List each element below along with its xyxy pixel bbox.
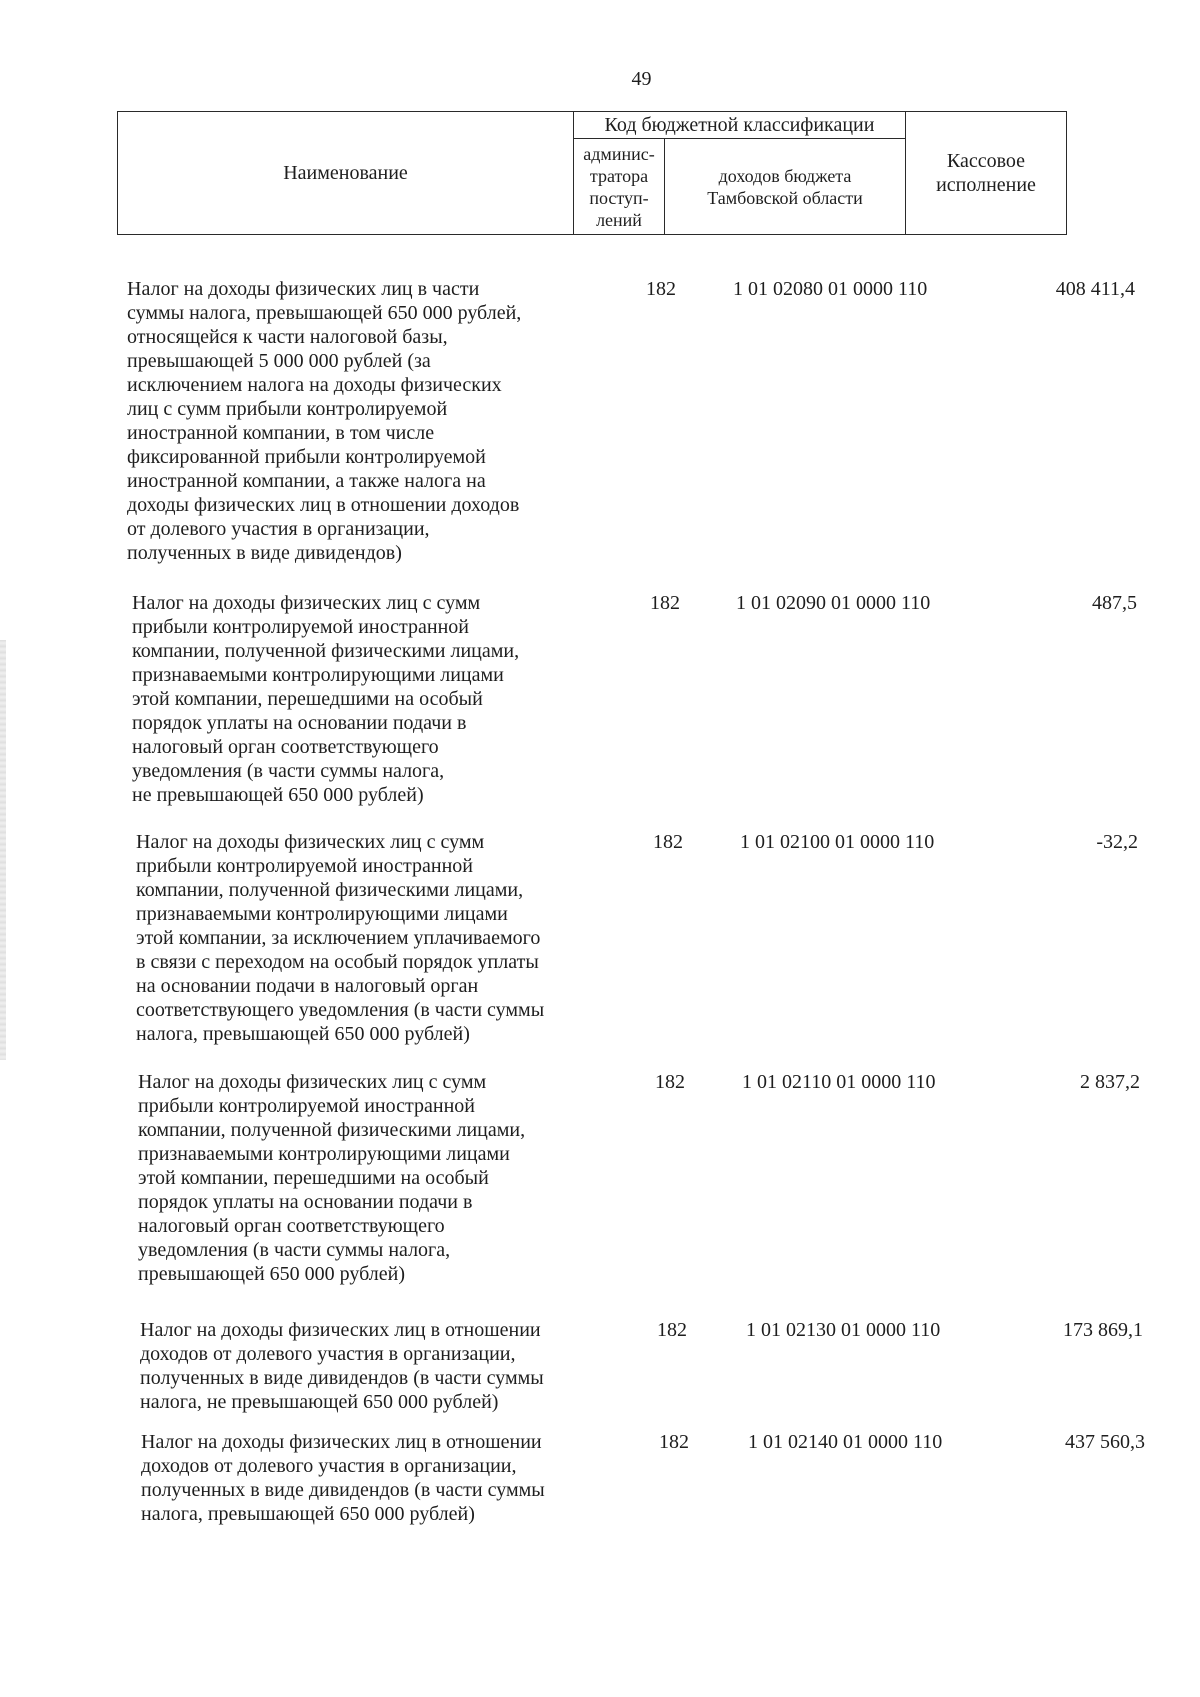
row-admin-code: 182 xyxy=(659,1431,689,1453)
row-name-line: налога, превышающей 650 000 рублей) xyxy=(141,1503,475,1525)
header-execution xyxy=(906,112,1067,235)
row-name-line: фиксированной прибыли контролируемой xyxy=(127,446,486,468)
table-header xyxy=(117,111,1067,235)
row-name-line: этой компании, перешедшими на особый xyxy=(132,688,483,710)
row-name-line: суммы налога, превышающей 650 000 рублей, xyxy=(127,302,522,324)
header-admin-line: тратора xyxy=(589,165,649,186)
row-budget-code: 1 01 02100 01 0000 110 xyxy=(740,831,935,853)
row-name xyxy=(132,591,602,807)
row-name-line: соответствующего уведомления (в части суммы xyxy=(136,999,545,1021)
row-name-line: иностранной компании, в том числе xyxy=(127,422,435,444)
row-name-line: уведомления (в части суммы налога, xyxy=(138,1239,451,1261)
row-budget-code: 1 01 02140 01 0000 110 xyxy=(748,1431,943,1453)
row-name-line: признаваемыми контролирующими лицами xyxy=(136,903,508,925)
row-name-line: иностранной компании, а также налога на xyxy=(127,470,486,492)
scan-edge-artifact xyxy=(0,640,6,1060)
row-name-line: порядок уплаты на основании подачи в xyxy=(132,712,467,734)
row-name xyxy=(127,277,597,565)
row-name-line: этой компании, перешедшими на особый xyxy=(138,1167,489,1189)
row-name-line: налога, не превышающей 650 000 рублей) xyxy=(140,1391,499,1413)
row-name-line: признаваемыми контролирующими лицами xyxy=(132,664,504,686)
row-name-line: полученных в виде дивидендов (в части суммы xyxy=(140,1367,544,1389)
row-admin-code: 182 xyxy=(655,1071,685,1093)
row-name-line: доходов от долевого участия в организации, xyxy=(141,1455,517,1477)
row-admin-code: 182 xyxy=(653,831,683,853)
row-budget-code: 1 01 02130 01 0000 110 xyxy=(746,1319,941,1341)
row-name-line: относящейся к части налоговой базы, xyxy=(127,326,448,348)
header-budget-code xyxy=(574,112,906,139)
row-name-line: компании, полученной физическими лицами, xyxy=(138,1119,526,1141)
row-name-line: Налог на доходы физических лиц в отношении xyxy=(141,1431,542,1453)
row-name xyxy=(138,1070,608,1286)
row-name-line: налоговый орган соответствующего xyxy=(138,1215,445,1237)
header-budget-code-label: Код бюджетной классификации xyxy=(604,114,875,137)
row-name-line: уведомления (в части суммы налога, xyxy=(132,760,445,782)
row-admin-code: 182 xyxy=(650,592,680,614)
row-name-line: полученных в виде дивидендов) xyxy=(127,542,402,564)
row-name-line: прибыли контролируемой иностранной xyxy=(132,616,469,638)
page-number: 49 xyxy=(631,68,652,90)
row-name-line: доходов от долевого участия в организации, xyxy=(140,1343,516,1365)
header-revenue-line: Тамбовской области xyxy=(707,187,863,208)
row-name-line: на основании подачи в налоговый орган xyxy=(136,975,479,997)
header-execution-line: исполнение xyxy=(936,174,1036,196)
row-amount: 487,5 xyxy=(1092,592,1137,614)
row-name-line: этой компании, за исключением уплачиваемого xyxy=(136,927,541,949)
row-name xyxy=(141,1430,611,1526)
row-name-line: в связи с переходом на особый порядок уплаты xyxy=(136,951,539,973)
row-budget-code: 1 01 02110 01 0000 110 xyxy=(742,1071,936,1093)
row-name-line: Налог на доходы физических лиц в части xyxy=(127,278,480,300)
row-name-line: прибыли контролируемой иностранной xyxy=(138,1095,475,1117)
header-execution-line: Кассовое xyxy=(946,150,1026,172)
row-name-line: компании, полученной физическими лицами, xyxy=(132,640,520,662)
header-name-label: Наименование xyxy=(283,162,408,184)
row-name-line: Налог на доходы физических лиц с сумм xyxy=(138,1071,487,1093)
row-name-line: порядок уплаты на основании подачи в xyxy=(138,1191,473,1213)
row-admin-code: 182 xyxy=(657,1319,687,1341)
header-admin xyxy=(574,139,665,235)
row-name-line: доходы физических лиц в отношении доходов xyxy=(127,494,520,516)
row-budget-code: 1 01 02090 01 0000 110 xyxy=(736,592,931,614)
row-amount: 173 869,1 xyxy=(1063,1319,1143,1341)
row-name-line: налога, превышающей 650 000 рублей) xyxy=(136,1023,470,1045)
row-name-line: Налог на доходы физических лиц в отношении xyxy=(140,1319,541,1341)
row-name-line: Налог на доходы физических лиц с сумм xyxy=(136,831,485,853)
header-admin-line: лений xyxy=(596,209,642,230)
header-revenue xyxy=(665,139,906,235)
row-name-line: Налог на доходы физических лиц с сумм xyxy=(132,592,481,614)
row-amount: -32,2 xyxy=(1096,831,1138,853)
row-name-line: превышающей 650 000 рублей) xyxy=(138,1263,406,1285)
header-revenue-line: доходов бюджета xyxy=(718,165,852,186)
row-name-line: не превышающей 650 000 рублей) xyxy=(132,784,424,806)
row-name-line: превышающей 5 000 000 рублей (за xyxy=(127,350,431,372)
row-name-line: полученных в виде дивидендов (в части суммы xyxy=(141,1479,545,1501)
header-admin-line: админис- xyxy=(583,143,655,164)
row-name-line: исключением налога на доходы физических xyxy=(127,374,502,396)
row-name xyxy=(136,830,606,1046)
row-name-line: налоговый орган соответствующего xyxy=(132,736,439,758)
row-name-line: лиц с сумм прибыли контролируемой xyxy=(127,398,448,420)
row-name-line: компании, полученной физическими лицами, xyxy=(136,879,524,901)
header-admin-line: поступ- xyxy=(589,187,649,208)
row-name-line: признаваемыми контролирующими лицами xyxy=(138,1143,510,1165)
row-name xyxy=(140,1318,610,1414)
row-name-line: от долевого участия в организации, xyxy=(127,518,430,540)
header-name xyxy=(118,112,574,235)
row-budget-code: 1 01 02080 01 0000 110 xyxy=(733,278,928,300)
row-amount: 437 560,3 xyxy=(1065,1431,1145,1453)
row-amount: 408 411,4 xyxy=(1055,278,1135,300)
row-admin-code: 182 xyxy=(646,278,676,300)
row-name-line: прибыли контролируемой иностранной xyxy=(136,855,473,877)
row-amount: 2 837,2 xyxy=(1080,1071,1140,1093)
